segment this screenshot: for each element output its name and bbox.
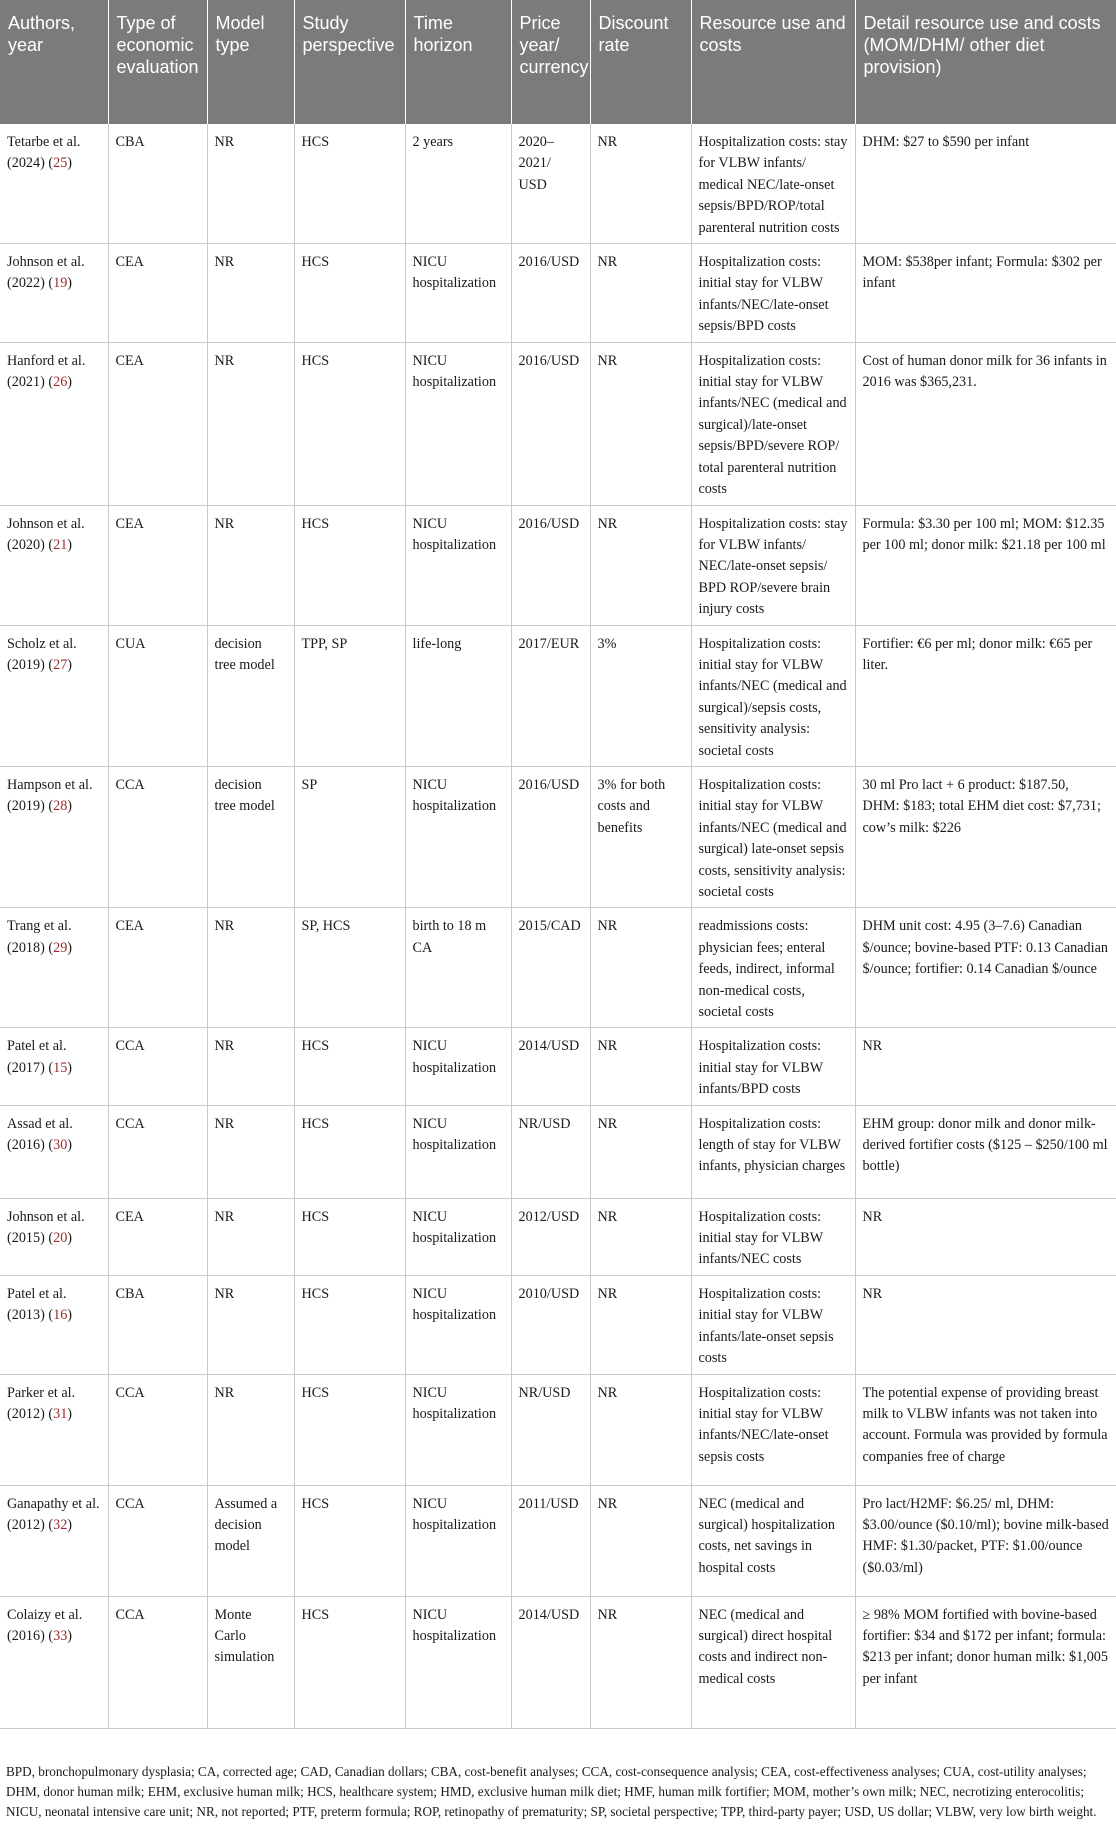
cell-evaluation-type: CCA — [108, 1374, 207, 1485]
author-name: Scholz et al. (2019) — [7, 635, 77, 673]
cell-time-horizon: life-long — [405, 625, 511, 766]
cell-detail-costs: The potential expense of providing breast milk to VLBW infants was not taken into account. Formula was provided by formula companies free of charge — [855, 1374, 1116, 1485]
cell-resource-use: Hospitalization costs: initial stay for VLBW infants/NEC (medical and surgical)/late-onset sepsis/BPD/severe ROP/ total parenteral nutrition costs — [691, 342, 855, 505]
reference-link[interactable]: 19 — [53, 275, 68, 292]
header-authors-year: Authors, year — [0, 0, 108, 124]
cell-discount-rate: NR — [590, 908, 691, 1028]
cell-price-year: 2016/USD — [511, 342, 590, 505]
cell-time-horizon: NICU hospitalization — [405, 505, 511, 625]
cell-time-horizon: NICU hospitalization — [405, 244, 511, 343]
header-price-year: Price year/ currency — [511, 0, 590, 124]
cell-discount-rate: NR — [590, 342, 691, 505]
cell-detail-costs: MOM: $538per infant; Formula: $302 per infant — [855, 244, 1116, 343]
cell-model-type: NR — [207, 908, 294, 1028]
cell-model-type: NR — [207, 1198, 294, 1275]
cell-evaluation-type: CCA — [108, 1105, 207, 1198]
table-footnote: BPD, bronchopulmonary dysplasia; CA, corrected age; CAD, Canadian dollars; CBA, cost-benefit analyses; CCA, cost-consequence analysis; CEA, cost-effectiveness analyses; CUA, cost-utility analyses; DHM, donor human milk; EHM, exclusive human milk; HCS, healthcare system; HMD, exclusive human milk diet; HMF, human milk fortifier; MOM, mother’s own milk; NEC, necrotizing enterocolitis; NICU, neonatal intensive care unit; NR, not reported; PTF, preterm formula; ROP, retinopathy of prematurity; SP, societal perspective; TPP, third-party payer; USD, US dollar; VLBW, very low birth weight. — [6, 1764, 1097, 1819]
cell-detail-costs: NR — [855, 1275, 1116, 1374]
cell-detail-costs: 30 ml Pro lact + 6 product: $187.50, DHM: $183; total EHM diet cost: $7,731; cow’s milk: $226 — [855, 766, 1116, 907]
cell-evaluation-type: CEA — [108, 342, 207, 505]
cell-discount-rate: NR — [590, 1275, 691, 1374]
cell-detail-costs: NR — [855, 1198, 1116, 1275]
header-model-type: Model type — [207, 0, 294, 124]
cell-time-horizon: NICU hospitalization — [405, 1198, 511, 1275]
table-body — [0, 124, 1116, 1728]
cell-detail-costs: EHM group: donor milk and donor milk-derived fortifier costs ($125 – $250/100 ml bottle) — [855, 1105, 1116, 1198]
cell-price-year: NR/USD — [511, 1105, 590, 1198]
cell-model-type: NR — [207, 1374, 294, 1485]
cell-detail-costs: NR — [855, 1028, 1116, 1105]
table-row — [0, 1485, 1116, 1596]
author-name: Hampson et al. (2019) — [7, 776, 93, 815]
author-name: Johnson et al. (2015) — [7, 1208, 85, 1247]
cell-discount-rate: 3% for both costs and benefits — [590, 766, 691, 907]
author-name: Parker et al. (2012) — [7, 1384, 76, 1422]
cell-evaluation-type: CCA — [108, 1485, 207, 1596]
cell-model-type: NR — [207, 1275, 294, 1374]
cell-resource-use: Hospitalization costs: length of stay for VLBW infants, physician charges — [691, 1105, 855, 1198]
cell-time-horizon: birth to 18 m CA — [405, 908, 511, 1028]
reference-link[interactable]: 29 — [53, 939, 68, 956]
cell-model-type: NR — [207, 244, 294, 343]
cell-study-perspective: SP, HCS — [294, 908, 405, 1028]
cell-evaluation-type: CBA — [108, 1275, 207, 1374]
author-name: Colaizy et al. (2016) — [7, 1606, 83, 1644]
reference-link[interactable]: 27 — [53, 656, 68, 673]
cell-resource-use: readmissions costs: physician fees; enteral feeds, indirect, informal non-medical costs, societal costs — [691, 908, 855, 1028]
cell-price-year: 2016/USD — [511, 505, 590, 625]
cell-price-year: NR/USD — [511, 1374, 590, 1485]
author-name: Tetarbe et al. (2024) — [7, 134, 81, 172]
cell-discount-rate: NR — [590, 1485, 691, 1596]
reference-link[interactable]: 33 — [53, 1627, 68, 1644]
cell-authors-year: Johnson et al. (2020) (21) — [0, 505, 108, 625]
author-name: Assad et al. (2016) — [7, 1115, 73, 1154]
cell-price-year: 2014/USD — [511, 1596, 590, 1728]
cell-study-perspective: HCS — [294, 1198, 405, 1275]
cell-discount-rate: NR — [590, 1596, 691, 1728]
header-discount-rate: Discount rate — [590, 0, 691, 124]
cell-study-perspective: HCS — [294, 342, 405, 505]
cell-model-type: NR — [207, 505, 294, 625]
cell-price-year: 2010/USD — [511, 1275, 590, 1374]
cell-resource-use: NEC (medical and surgical) hospitalization costs, net savings in hospital costs — [691, 1485, 855, 1596]
cell-model-type: NR — [207, 124, 294, 244]
cell-time-horizon: 2 years — [405, 124, 511, 244]
cell-resource-use: Hospitalization costs: initial stay for VLBW infants/late-onset sepsis costs — [691, 1275, 855, 1374]
cell-time-horizon: NICU hospitalization — [405, 342, 511, 505]
cell-authors-year: Tetarbe et al. (2024) (25) — [0, 124, 108, 244]
author-name: Patel et al. (2017) — [7, 1038, 67, 1076]
cell-time-horizon: NICU hospitalization — [405, 1485, 511, 1596]
cell-resource-use: Hospitalization costs: initial stay for VLBW infants/NEC (medical and surgical)/sepsis costs, sensitivity analysis: societal costs — [691, 625, 855, 766]
cell-evaluation-type: CEA — [108, 908, 207, 1028]
cell-model-type: NR — [207, 342, 294, 505]
reference-link[interactable]: 16 — [53, 1307, 68, 1324]
author-name: Ganapathy et al. (2012) — [7, 1495, 100, 1533]
cell-authors-year: Patel et al. (2017) (15) — [0, 1028, 108, 1105]
cell-study-perspective: HCS — [294, 1028, 405, 1105]
cell-model-type: NR — [207, 1105, 294, 1198]
header-time-horizon: Time horizon — [405, 0, 511, 124]
cell-discount-rate: NR — [590, 1374, 691, 1485]
cell-discount-rate: NR — [590, 1105, 691, 1198]
cell-authors-year: Scholz et al. (2019) (27) — [0, 625, 108, 766]
cell-resource-use: Hospitalization costs: stay for VLBW infants/ medical NEC/late-onset sepsis/BPD/ROP/total parenteral nutrition costs — [691, 124, 855, 244]
cell-detail-costs: Cost of human donor milk for 36 infants in 2016 was $365,231. — [855, 342, 1116, 505]
cell-detail-costs: Fortifier: €6 per ml; donor milk: €65 per liter. — [855, 625, 1116, 766]
cell-detail-costs: DHM unit cost: 4.95 (3–7.6) Canadian $/ounce; bovine-based PTF: 0.13 Canadian $/ounce; fortifier: 0.14 Canadian $/ounce — [855, 908, 1116, 1028]
cell-model-type: Assumed a decision model — [207, 1485, 294, 1596]
cell-price-year: 2016/USD — [511, 766, 590, 907]
cell-resource-use: Hospitalization costs: stay for VLBW infants/ NEC/late-onset sepsis/ BPD ROP/severe brain injury costs — [691, 505, 855, 625]
cell-resource-use: Hospitalization costs: initial stay for VLBW infants/NEC/late-onset sepsis costs — [691, 1374, 855, 1485]
cell-model-type: Monte Carlo simulation — [207, 1596, 294, 1728]
table-row — [0, 1374, 1116, 1485]
reference-link[interactable]: 30 — [53, 1137, 68, 1154]
cell-resource-use: Hospitalization costs: initial stay for VLBW infants/BPD costs — [691, 1028, 855, 1105]
reference-link[interactable]: 25 — [53, 155, 68, 172]
cell-price-year: 2014/USD — [511, 1028, 590, 1105]
table-row — [0, 244, 1116, 343]
cell-study-perspective: HCS — [294, 505, 405, 625]
table-row — [0, 342, 1116, 505]
cell-time-horizon: NICU hospitalization — [405, 1105, 511, 1198]
reference-link[interactable]: 31 — [53, 1405, 68, 1422]
cell-study-perspective: HCS — [294, 1596, 405, 1728]
cell-detail-costs: ≥ 98% MOM fortified with bovine-based fortifier: $34 and $172 per infant; formula: $213 per infant; donor human milk: $1,005 per infant — [855, 1596, 1116, 1728]
cell-authors-year: Colaizy et al. (2016) (33) — [0, 1596, 108, 1728]
table-row — [0, 625, 1116, 766]
cell-model-type: decision tree model — [207, 766, 294, 907]
cell-authors-year: Trang et al. (2018) (29) — [0, 908, 108, 1028]
table-row — [0, 1028, 1116, 1105]
cell-evaluation-type: CEA — [108, 1198, 207, 1275]
header-detail-costs: Detail resource use and costs (MOM/DHM/ other diet provision) — [855, 0, 1116, 124]
cell-price-year: 2017/EUR — [511, 625, 590, 766]
header-resource-use: Resource use and costs — [691, 0, 855, 124]
cell-evaluation-type: CEA — [108, 244, 207, 343]
cell-price-year: 2020–2021/ USD — [511, 124, 590, 244]
header-evaluation-type: Type of economic evaluation — [108, 0, 207, 124]
table-header-row — [0, 0, 1116, 124]
cell-time-horizon: NICU hospitalization — [405, 766, 511, 907]
cell-model-type: decision tree model — [207, 625, 294, 766]
cell-time-horizon: NICU hospitalization — [405, 1374, 511, 1485]
cell-detail-costs: Formula: $3.30 per 100 ml; MOM: $12.35 per 100 ml; donor milk: $21.18 per 100 ml — [855, 505, 1116, 625]
cell-discount-rate: 3% — [590, 625, 691, 766]
cell-study-perspective: HCS — [294, 1485, 405, 1596]
author-name: Hanford et al. (2021) — [7, 352, 86, 391]
cell-authors-year: Johnson et al. (2022) (19) — [0, 244, 108, 343]
cell-price-year: 2012/USD — [511, 1198, 590, 1275]
cell-detail-costs: Pro lact/H2MF: $6.25/ ml, DHM: $3.00/ounce ($0.10/ml); bovine milk-based HMF: $1.30/packet, PTF: $1.00/ounce ($0.03/ml) — [855, 1485, 1116, 1596]
cell-authors-year: Ganapathy et al. (2012) (32) — [0, 1485, 108, 1596]
reference-link[interactable]: 28 — [53, 798, 68, 815]
cell-resource-use: Hospitalization costs: initial stay for VLBW infants/NEC (medical and surgical) late-onset sepsis costs, sensitivity analysis: societal costs — [691, 766, 855, 907]
cell-study-perspective: HCS — [294, 1275, 405, 1374]
header-study-perspective: Study perspective — [294, 0, 405, 124]
reference-link[interactable]: 20 — [53, 1230, 68, 1247]
cell-detail-costs: DHM: $27 to $590 per infant — [855, 124, 1116, 244]
cell-price-year: 2016/USD — [511, 244, 590, 343]
cell-discount-rate: NR — [590, 124, 691, 244]
cell-discount-rate: NR — [590, 1198, 691, 1275]
cell-study-perspective: TPP, SP — [294, 625, 405, 766]
cell-discount-rate: NR — [590, 244, 691, 343]
cell-authors-year: Patel et al. (2013) (16) — [0, 1275, 108, 1374]
table-row — [0, 766, 1116, 907]
cell-price-year: 2015/CAD — [511, 908, 590, 1028]
cell-discount-rate: NR — [590, 1028, 691, 1105]
cell-evaluation-type: CEA — [108, 505, 207, 625]
cell-evaluation-type: CCA — [108, 1028, 207, 1105]
cell-study-perspective: HCS — [294, 1374, 405, 1485]
table-row — [0, 1198, 1116, 1275]
cell-authors-year: Hanford et al. (2021) (26) — [0, 342, 108, 505]
cell-time-horizon: NICU hospitalization — [405, 1028, 511, 1105]
cell-authors-year: Assad et al. (2016) (30) — [0, 1105, 108, 1198]
table-row — [0, 1105, 1116, 1198]
cell-time-horizon: NICU hospitalization — [405, 1275, 511, 1374]
author-name: Trang et al. (2018) — [7, 918, 72, 956]
table-row — [0, 1596, 1116, 1728]
cell-resource-use: Hospitalization costs: initial stay for VLBW infants/NEC/late-onset sepsis/BPD costs — [691, 244, 855, 343]
cell-evaluation-type: CCA — [108, 766, 207, 907]
author-name: Johnson et al. (2020) — [7, 515, 85, 553]
author-name: Patel et al. (2013) — [7, 1285, 67, 1324]
reference-link[interactable]: 15 — [53, 1059, 68, 1076]
cell-evaluation-type: CBA — [108, 124, 207, 244]
author-name: Johnson et al. (2022) — [7, 254, 85, 292]
cell-authors-year: Johnson et al. (2015) (20) — [0, 1198, 108, 1275]
cell-evaluation-type: CCA — [108, 1596, 207, 1728]
cell-authors-year: Hampson et al. (2019) (28) — [0, 766, 108, 907]
table-row — [0, 1275, 1116, 1374]
cell-study-perspective: HCS — [294, 124, 405, 244]
cell-price-year: 2011/USD — [511, 1485, 590, 1596]
cell-study-perspective: HCS — [294, 244, 405, 343]
cell-time-horizon: NICU hospitalization — [405, 1596, 511, 1728]
reference-link[interactable]: 21 — [53, 536, 68, 553]
cell-resource-use: NEC (medical and surgical) direct hospital costs and indirect non-medical costs — [691, 1596, 855, 1728]
cell-evaluation-type: CUA — [108, 625, 207, 766]
cell-resource-use: Hospitalization costs: initial stay for VLBW infants/NEC costs — [691, 1198, 855, 1275]
cell-authors-year: Parker et al. (2012) (31) — [0, 1374, 108, 1485]
table-row — [0, 908, 1116, 1028]
reference-link[interactable]: 32 — [53, 1516, 68, 1533]
cell-discount-rate: NR — [590, 505, 691, 625]
table-row — [0, 124, 1116, 244]
reference-link[interactable]: 26 — [53, 374, 68, 391]
table-row — [0, 505, 1116, 625]
cell-study-perspective: SP — [294, 766, 405, 907]
cell-study-perspective: HCS — [294, 1105, 405, 1198]
cell-model-type: NR — [207, 1028, 294, 1105]
